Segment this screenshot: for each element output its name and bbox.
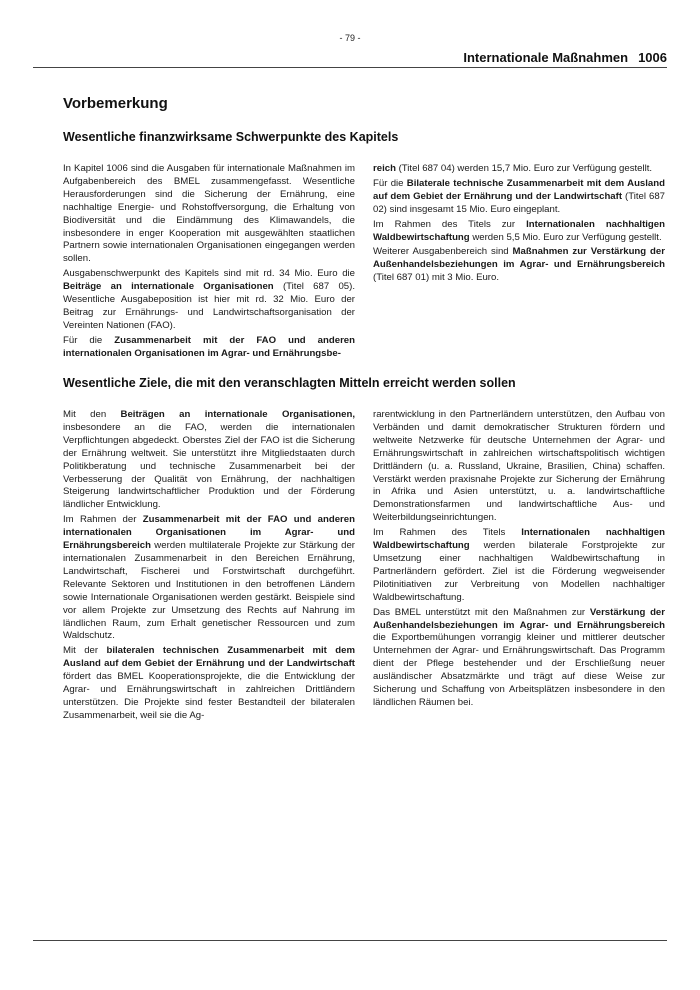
text: Im Rahmen des Titels <box>373 527 522 539</box>
text: (Titel 687 02) sind insgesamt 15 Mio. Euro eingeplant. <box>373 190 665 215</box>
text: Das BMEL unterstützt mit den Maßnahmen zur <box>373 606 590 618</box>
paragraph <box>63 514 355 643</box>
text: die Exportbemühungen vorrangig kleiner und mittlerer deutscher Unternehmen der Agrar- und Ernährungswirtschaft. Das Programm dient der Pflege bestehender und der Erschließung neuer ausländischer Absatzmärkte und trägt auf diese Weise zur Sicherung und Schaffung von Arbeitsplätzen insbesondere in den ländlichen Räumen bei. <box>373 632 665 708</box>
bold-text: Beiträge an internationale Organisationen <box>63 281 274 293</box>
section-title: Internationale Maßnahmen <box>463 50 629 65</box>
paragraph: In Kapitel 1006 sind die Ausgaben für internationale Maßnahmen im Aufgabenbereich des BMEL zusammengefasst. Wesentliche Herausforderungen sind die Sicherung der Ernährung, eine nachhaltige Energie- und Rohstoffversorgung, die Erhaltung von Biodiversität und die Eindämmung des Klimawandels, die insbesondere in enger Kooperation mit ausgewählten staatlichen Partnern sowie internationalen Organisationen eingegangen werden sollen. <box>63 163 355 265</box>
bold-text: Maßnahmen zur Verstärkung der Außenhandelsbeziehungen im Agrar- und Ernährungsbereich <box>373 246 665 271</box>
text: (Titel 687 04) werden 15,7 Mio. Euro zur Verfügung gestellt. <box>395 163 653 174</box>
paragraph <box>373 163 665 176</box>
main-heading: Vorbemerkung <box>63 95 168 112</box>
text: Mit der <box>63 645 107 657</box>
bold-text: reich <box>373 163 396 174</box>
text: insbesondere an die FAO, werden die internationalen Verpflichtungen abgedeckt. Oberstes Ziel der FAO ist die Sicherung der Ernährung weltweit. Sie unterstützt ihre Mitgliedstaaten durch Politikberatung und technische Zusammenarbeit bei der Verbesserung der Qualität von Ernährung, der nachhaltigen Steigerung landwirtschaftlicher Produktion und der Förderung ländlicher Entwicklung. <box>63 421 355 511</box>
bold-text: Internationalen nachhaltigen Waldbewirtschaftung <box>373 218 665 243</box>
header-rule <box>33 67 667 68</box>
section1-right-column <box>373 163 665 287</box>
text: (Titel 687 01) mit 3 Mio. Euro. <box>373 272 500 284</box>
bold-text: Zusammenarbeit mit der FAO und anderen internationalen Organisationen im Agrar- und Ernährungsbe- <box>63 334 355 359</box>
section2-left-column <box>63 409 355 725</box>
paragraph <box>63 409 355 512</box>
text: fördert das BMEL Kooperationsprojekte, die die Entwicklung der Agrar- und Ernährungswirtschaft in zahlreichen Drittländern unterstützen. Die Projekte sind fester Bestandteil der bilateralen Zusammenarbeit, weil sie die Ag- <box>63 671 355 721</box>
text: werden multilaterale Projekte zur Stärkung der internationalen Zusammenarbeit in den Bereichen Ernährung, Landwirtschaft, Fischerei und Forstwirtschaft durchgeführt. Relevante Sektoren und Institutionen in den betroffenen Ländern sowie Internationale Organisationen werden gestärkt. Beispiele sind vor allem Projekte zur Umsetzung des Rechts auf Nahrung im ländlichen Raum, zum Erhalt genetischer Ressourcen und zum Waldschutz. <box>63 540 355 642</box>
page-number: - 79 - <box>339 33 361 43</box>
bold-text: Bilaterale technische Zusammenarbeit mit dem Ausland auf dem Gebiet der Ernährung und der Landwirtschaft <box>373 177 665 202</box>
section1-heading: Wesentliche finanzwirksame Schwerpunkte des Kapitels <box>63 130 399 144</box>
paragraph <box>63 335 355 361</box>
text: werden bilaterale Forstprojekte zur Umsetzung einer nachhaltigen Waldbewirtschaftung in Partnerländern gefördert. Ziel ist die Förderung wegweisender Pilotinitiativen zur Verbreitung von Modellen nachhaltiger Waldbewirtschaftung. <box>373 540 665 603</box>
paragraph: rarentwicklung in den Partnerländern unterstützen, den Aufbau von Verbänden und damit demokratischer Strukturen fördern und weltweite Netzwerke für deutsche Unternehmen der Agrar- und Ernährungswirtschaft in zahlreichen wirtschaftspolitisch wichtigen Drittländern (u. a. Russland, Ukraine, Brasilien, China) schaffen. Verstärkt werden praxisnahe Projekte zur Sicherung der Ernährung in Afrika und Asien unterstützt, u. a. landwirtschaftliche Demonstrationsfarmen und landwirtschaftliche Aus- und Weiterbildungseinrichtungen. <box>373 409 665 524</box>
bold-text: Zusammenarbeit mit der FAO und anderen internationalen Organisationen im Agrar- und Ernährungsbereich <box>63 514 355 552</box>
bold-text: Verstärkung der Außenhandelsbeziehungen im Agrar- und Ernährungsbereich <box>373 606 665 631</box>
section2-right-column <box>373 409 665 712</box>
text: (Titel 687 05). Wesentliche Ausgabeposition ist hier mit rd. 32 Mio. Euro der Beitrag zur Ernährungs- und Landwirtschaftsorganisation der Vereinten Nationen (FAO). <box>63 281 355 331</box>
section2-heading: Wesentliche Ziele, die mit den veranschlagten Mitteln erreicht werden sollen <box>63 376 516 390</box>
paragraph <box>63 268 355 333</box>
text: Mit den <box>63 409 121 420</box>
text: Im Rahmen des Titels zur <box>373 218 527 230</box>
text: Weiterer Ausgabenbereich sind <box>373 246 513 258</box>
paragraph <box>373 246 665 285</box>
text: Ausgabenschwerpunkt des Kapitels sind mit rd. 34 Mio. Euro die <box>63 268 355 280</box>
section1-left-column <box>63 163 355 363</box>
running-head <box>463 50 667 65</box>
paragraph <box>373 527 665 604</box>
text: Für die <box>373 177 407 189</box>
bold-text: Beiträgen an internationale Organisationen, <box>120 409 355 420</box>
paragraph <box>63 645 355 722</box>
text: werden 5,5 Mio. Euro zur Verfügung gestellt. <box>469 231 662 243</box>
footer-rule <box>33 940 667 941</box>
paragraph <box>373 219 665 245</box>
bold-text: bilateralen technischen Zusammenarbeit mit dem Ausland auf dem Gebiet der Ernährung und der Landwirtschaft <box>63 645 355 670</box>
chapter-number: 1006 <box>638 50 667 65</box>
paragraph <box>373 178 665 217</box>
paragraph <box>373 607 665 710</box>
bold-text: Internationalen nachhaltigen Waldbewirtschaftung <box>373 527 665 552</box>
text: Für die <box>63 334 115 346</box>
text: Im Rahmen der <box>63 514 143 526</box>
